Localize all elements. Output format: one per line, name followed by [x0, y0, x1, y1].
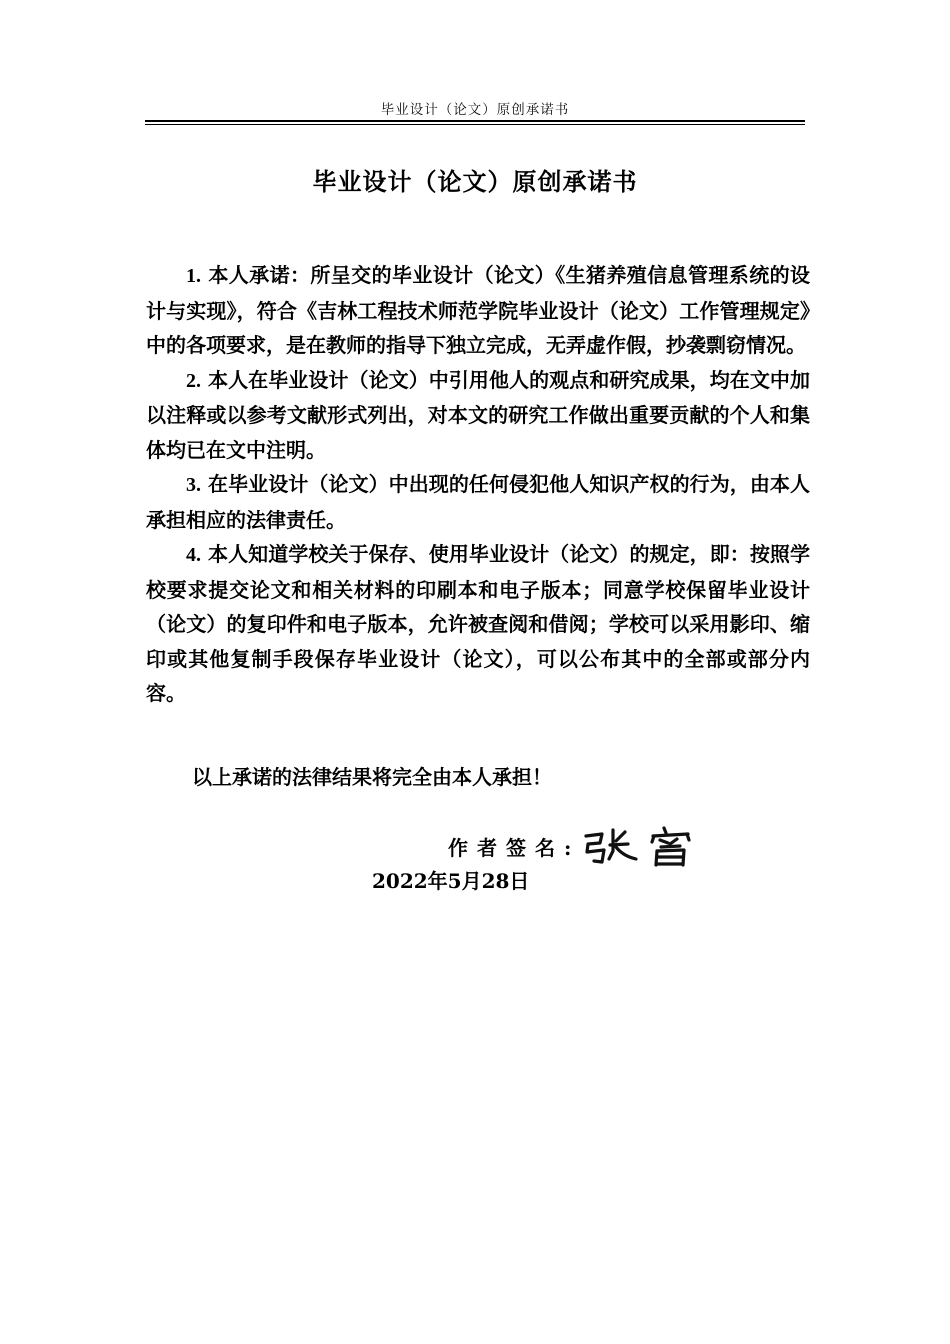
clause-3-text: 在毕业设计（论文）中出现的任何侵犯他人知识产权的行为，由本人承担相应的法律责任。	[146, 472, 810, 532]
clause-3	[146, 467, 810, 537]
signature-row	[448, 824, 710, 868]
clause-1-text: 本人承诺：所呈交的毕业设计（论文）《生猪养殖信息管理系统的设计与实现》，符合《吉林工程技术师范学院毕业设计（论文）工作管理规定》中的各项要求，是在教师的指导下独立完成，无弄虚作假，抄袭剽窃情况。	[146, 263, 811, 357]
running-header-title: 毕业设计（论文）原创承诺书	[380, 102, 570, 118]
clause-2-text: 本人在毕业设计（论文）中引用他人的观点和研究成果，均在文中加以注释或以参考文献形式列出，对本文的研究工作做出重要贡献的个人和集体均已在文中注明。	[146, 367, 810, 462]
document-title: 毕业设计（论文）原创承诺书	[312, 167, 638, 196]
header-rule-thick	[145, 120, 805, 122]
clause-4-text: 本人知道学校关于保存、使用毕业设计（论文）的规定，即：按照学校要求提交论文和相关材料的印刷本和电子版本；同意学校保留毕业设计（论文）的复印件和电子版本，允许被查阅和借阅；学校可以采用影印、缩印或其他复制手段保存毕业设计（论文），可以公布其中的全部或部分内容。	[146, 542, 810, 705]
clause-2	[146, 363, 810, 468]
signature-label: 作者签名:	[448, 835, 581, 860]
clause-3-number: 3.	[186, 474, 201, 496]
handwritten-signature-image	[580, 824, 710, 868]
clause-1-number: 1.	[186, 265, 201, 287]
clause-1	[146, 258, 810, 363]
conclusion-statement: 以上承诺的法律结果将完全由本人承担！	[192, 765, 552, 789]
clause-2-number: 2.	[186, 369, 201, 392]
header-rule-thin	[145, 124, 805, 125]
signing-date: 2022年5月28日	[372, 869, 530, 893]
clause-list	[146, 258, 810, 711]
clause-4-number: 4.	[186, 544, 201, 566]
clause-4	[146, 537, 810, 711]
